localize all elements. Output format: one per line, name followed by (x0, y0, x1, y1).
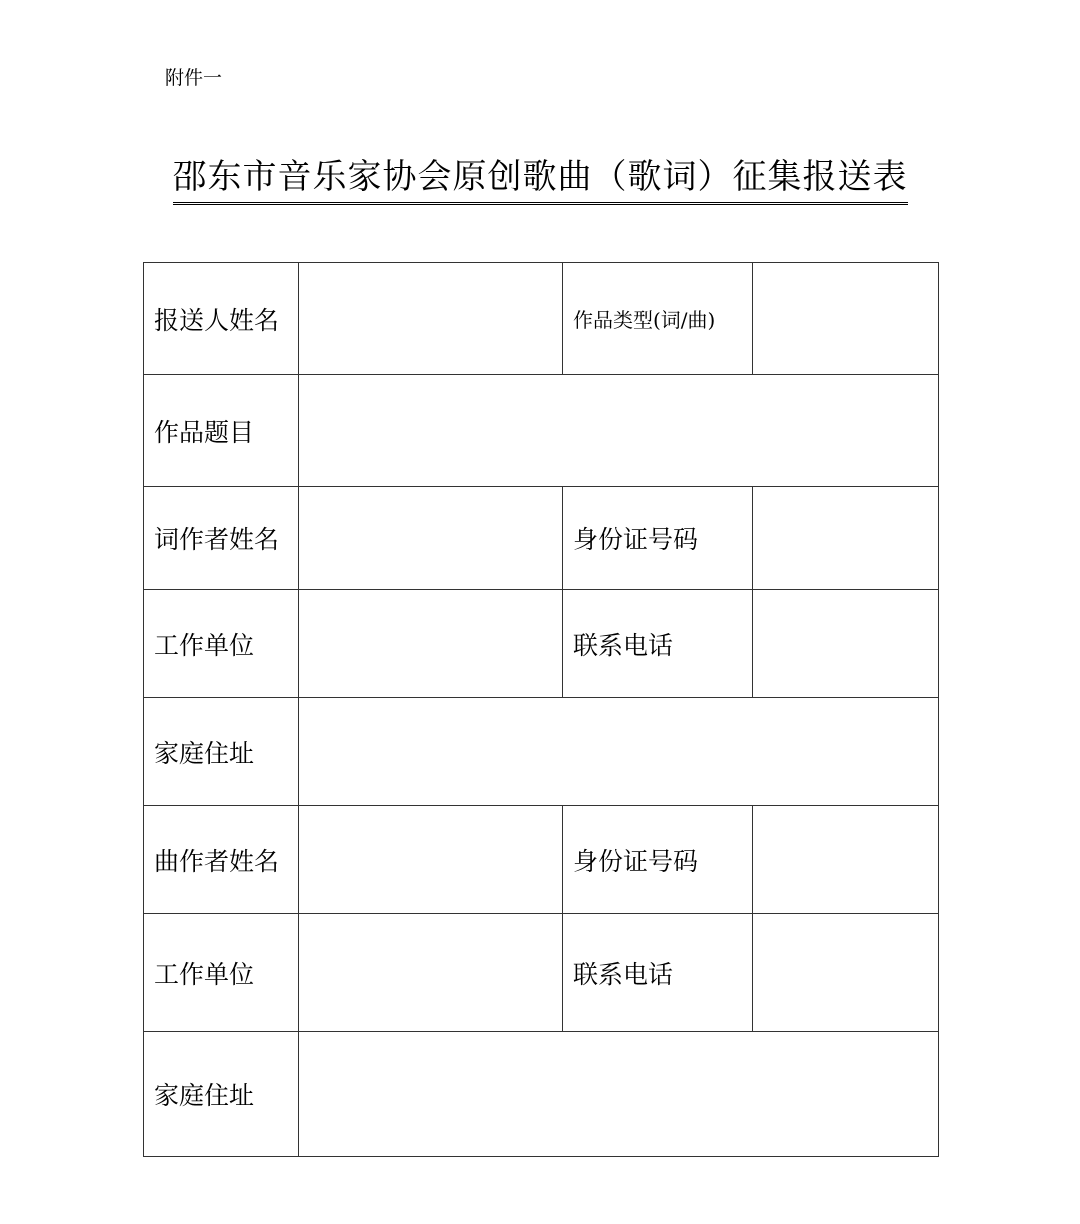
composer-workplace-label: 工作单位 (144, 914, 299, 1032)
work-type-label: 作品类型(词/曲) (563, 263, 753, 375)
work-type-field[interactable] (753, 263, 939, 375)
composer-phone-label: 联系电话 (563, 914, 753, 1032)
composer-name-field[interactable] (299, 806, 563, 914)
form-row-submitter (144, 263, 939, 375)
submission-form-table (143, 262, 939, 1157)
lyricist-id-field[interactable] (753, 487, 939, 590)
composer-workplace-field[interactable] (299, 914, 563, 1032)
composer-address-label: 家庭住址 (144, 1032, 299, 1157)
attachment-label: 附件一 (165, 67, 223, 89)
lyricist-workplace-field[interactable] (299, 590, 563, 698)
form-row-composer-work (144, 914, 939, 1032)
form-row-composer (144, 806, 939, 914)
lyricist-workplace-label: 工作单位 (144, 590, 299, 698)
composer-address-field[interactable] (299, 1032, 939, 1157)
composer-id-field[interactable] (753, 806, 939, 914)
lyricist-phone-label: 联系电话 (563, 590, 753, 698)
lyricist-address-label: 家庭住址 (144, 698, 299, 806)
form-title (0, 154, 1080, 205)
form-row-lyricist (144, 487, 939, 590)
form-row-composer-address (144, 1032, 939, 1157)
composer-id-label: 身份证号码 (563, 806, 753, 914)
work-title-label: 作品题目 (144, 375, 299, 487)
lyricist-name-field[interactable] (299, 487, 563, 590)
composer-name-label: 曲作者姓名 (144, 806, 299, 914)
submitter-name-field[interactable] (299, 263, 563, 375)
work-title-field[interactable] (299, 375, 939, 487)
lyricist-name-label: 词作者姓名 (144, 487, 299, 590)
composer-phone-field[interactable] (753, 914, 939, 1032)
lyricist-phone-field[interactable] (753, 590, 939, 698)
form-title-text: 邵东市音乐家协会原创歌曲（歌词）征集报送表 (173, 154, 908, 205)
form-row-lyricist-address (144, 698, 939, 806)
lyricist-address-field[interactable] (299, 698, 939, 806)
lyricist-id-label: 身份证号码 (563, 487, 753, 590)
submitter-name-label: 报送人姓名 (144, 263, 299, 375)
form-row-lyricist-work (144, 590, 939, 698)
form-row-work-title (144, 375, 939, 487)
